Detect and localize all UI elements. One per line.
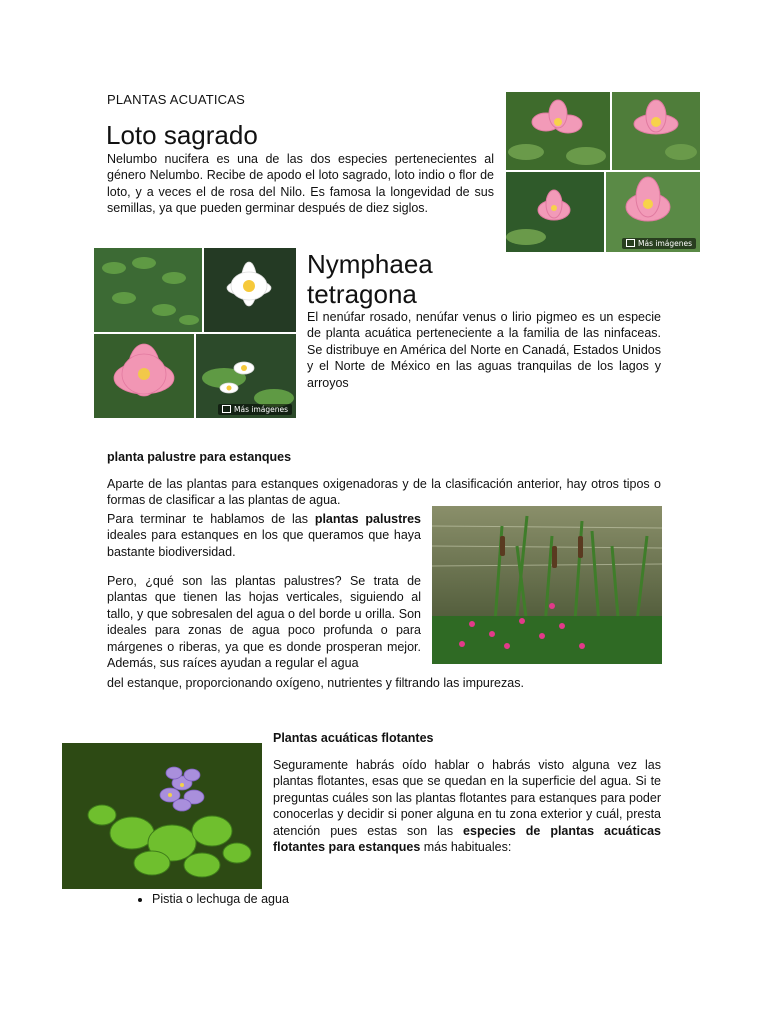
image-icon — [222, 405, 231, 413]
palustre-image — [432, 506, 662, 664]
image-icon — [626, 239, 635, 247]
floating-description: Seguramente habrás oído hablar o habrás visto alguna vez las plantas flotantes, esas que se quedan en la superficie del agua. Si te preguntas cuáles son las plantas flotantes para estanques para poder conocerlas y decidir si poner alguna en tu zona exterior y cuál, presta atención pues estas son las especies de plantas acuáticas flotantes para estanques más habituales: — [273, 758, 661, 855]
palustre-graphic — [432, 506, 662, 664]
palustre-definition-lead: Para terminar te hablamos de las plantas palustres ideales para estanques en los que queramos que haya bastante biodiversidad. — [107, 512, 421, 559]
nymphaea-collage-graphic — [94, 248, 296, 418]
floating-species-list — [132, 892, 289, 906]
palustre-explanation: Pero, ¿qué son las plantas palustres? Se trata de plantas que tienen las hojas verticales, siguiendo al tallo, y que sobresalen del agua o del borde u orilla. Son ideales para zonas de agua poco profunda o para márgenes o riberas, ya que es donde prosperan mejor. Además, sus raíces ayudan a regular el agua — [107, 574, 421, 671]
palustre-intro: Aparte de las plantas para estanques oxigenadoras y de la clasificación anterior, hay otros tipos o formas de clasificar a las plantas de agua. — [107, 477, 661, 508]
nymphaea-description: El nenúfar rosado, nenúfar venus o lirio pigmeo es un especie de planta acuática perteneciente a la familia de las ninfaceas. Se distribuye en América del Norte en Canadá, Estados Unidos y el Norte de México en las aguas tranquilas de los lagos y arroyos — [307, 310, 661, 390]
nymphaea-image-collage[interactable] — [94, 248, 296, 418]
nymphaea-title: Nymphaea tetragona — [307, 249, 433, 309]
more-images-badge[interactable]: Más imágenes — [622, 238, 696, 249]
palustre-heading: planta palustre para estanques — [107, 450, 292, 464]
lotus-description: Nelumbo nucifera es una de las dos especies pertenecientes al género Nelumbo. Recibe de apodo el loto sagrado, loto indio o flor de loto, y a veces el de rosa del Nilo. Es famosa la longevidad de sus semillas, ya que pueden germinar después de diez siglos. — [107, 152, 494, 216]
palustre-explanation-end: del estanque, proporcionando oxígeno, nutrientes y filtrando las impurezas. — [107, 676, 524, 690]
floating-plant-image — [62, 743, 262, 889]
floating-plant-graphic — [62, 743, 262, 889]
floating-heading: Plantas acuáticas flotantes — [273, 731, 434, 745]
section-heading: PLANTAS ACUATICAS — [107, 92, 246, 107]
lotus-collage-graphic — [506, 92, 700, 252]
lotus-title: Loto sagrado — [106, 120, 258, 150]
lotus-image-collage[interactable] — [506, 92, 700, 252]
more-images-badge[interactable]: Más imágenes — [218, 404, 292, 415]
list-item: • Pistia o lechuga de agua — [152, 892, 289, 906]
